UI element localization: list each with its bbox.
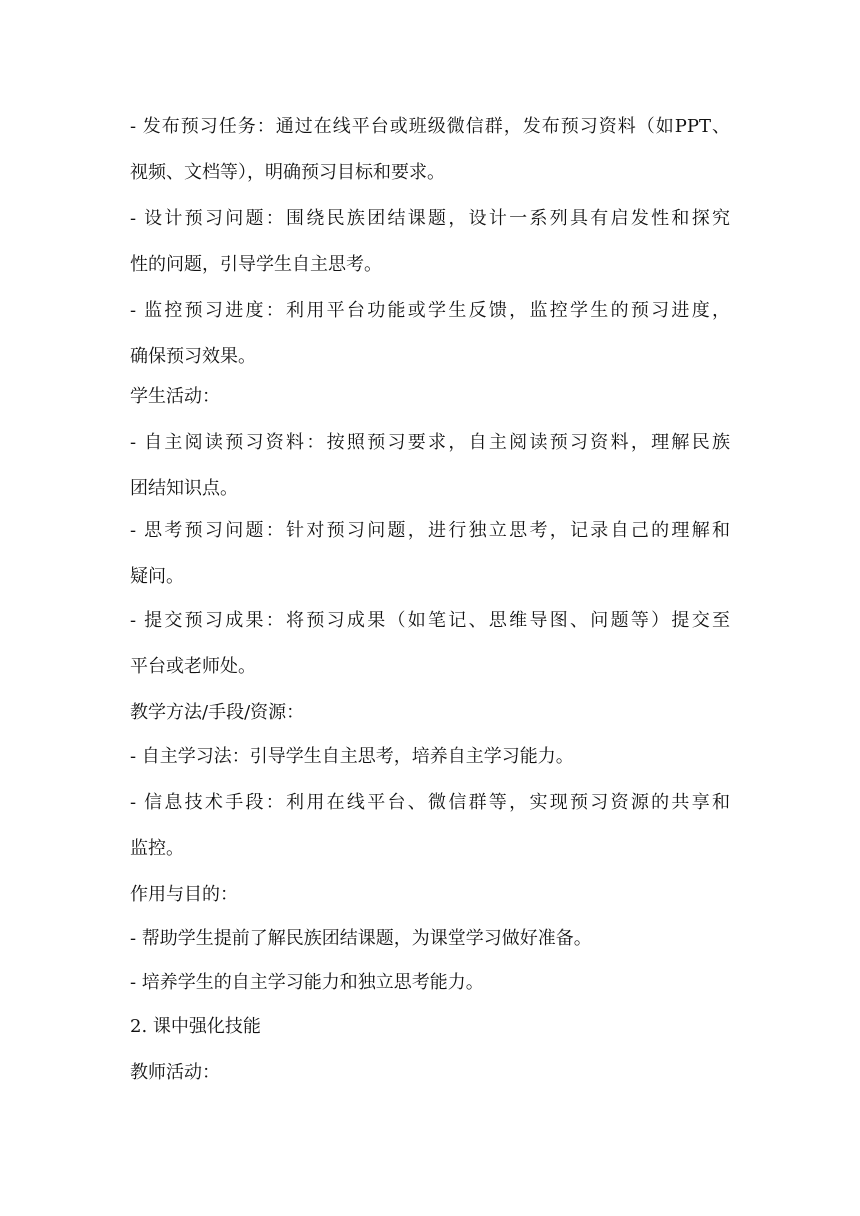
section-heading: 作用与目的： <box>130 884 238 905</box>
text-line: - 自主阅读预习资料：按照预习要求，自主阅读预习资料，理解民族 <box>130 432 730 453</box>
text-line: 疑问。 <box>130 566 184 587</box>
text-line: - 设计预习问题：围绕民族团结课题，设计一系列具有启发性和探究 <box>130 208 730 229</box>
text-line: - 思考预习问题：针对预习问题，进行独立思考，记录自己的理解和 <box>130 520 730 541</box>
text-line: - 帮助学生提前了解民族团结课题，为课堂学习做好准备。 <box>130 928 592 949</box>
text-line: - 信息技术手段：利用在线平台、微信群等，实现预习资源的共享和 <box>130 792 730 813</box>
text-line: 视频、文档等），明确预习目标和要求。 <box>130 162 445 183</box>
section-heading: 学生活动： <box>130 386 220 407</box>
text-line: 平台或老师处。 <box>130 656 256 677</box>
text-line: 性的问题，引导学生自主思考。 <box>130 254 382 275</box>
text-line: - 发布预习任务：通过在线平台或班级微信群，发布预习资料（如PPT、 <box>130 116 730 137</box>
text-line: - 提交预习成果：将预习成果（如笔记、思维导图、问题等）提交至 <box>130 610 730 631</box>
text-line: 监控。 <box>130 838 184 859</box>
section-heading: 教学方法/手段/资源： <box>130 702 305 723</box>
section-heading: 2. 课中强化技能 <box>130 1016 261 1037</box>
text-line: - 培养学生的自主学习能力和独立思考能力。 <box>130 972 484 993</box>
text-line: 确保预习效果。 <box>130 346 256 367</box>
text-line: - 监控预习进度：利用平台功能或学生反馈，监控学生的预习进度， <box>130 300 730 321</box>
section-heading: 教师活动： <box>130 1062 220 1083</box>
text-line: - 自主学习法：引导学生自主思考，培养自主学习能力。 <box>130 746 574 767</box>
text-line: 团结知识点。 <box>130 478 238 499</box>
